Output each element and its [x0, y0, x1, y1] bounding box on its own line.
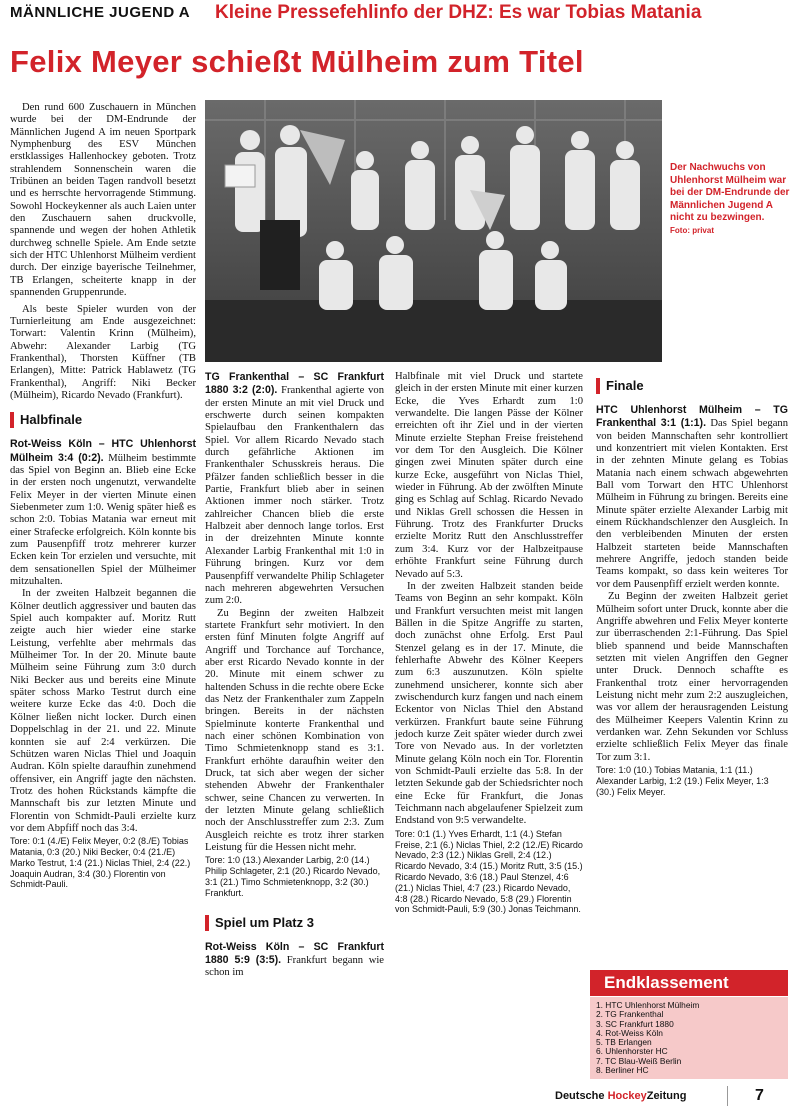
endklassement-box — [590, 997, 788, 1079]
semifinal-1-goals: Tore: 0:1 (4./E) Felix Meyer, 0:2 (8./E) Tobias Matania, 0:3 (20.) Niki Becker, 0:4 (21./E) Marko Testrut, 1:4 (21.) Niclas Thiel, 2:4 (22.) Joaquin Audran, 3:4 (30.) Florentin von Schmidt-Pauli. — [10, 836, 191, 890]
page-divider — [727, 1086, 728, 1106]
endklassement-list — [590, 997, 788, 1075]
semifinal-2-paragraph — [205, 371, 384, 608]
page-number: 7 — [755, 1087, 764, 1104]
third-place-goals: Tore: 0:1 (1.) Yves Erhardt, 1:1 (4.) Stefan Freise, 2:1 (6.) Niclas Thiel, 2:2 (12./E) Ricardo Nevado, 2:3 (12.) Niklas Grell, 2:4 (12.) Ricardo Nevado, 3:4 (15.) Moritz Rutt, 3:5 (15.) Ricardo Nevado, 3:6 (18.) Paul Stenzel, 4:6 (21.) Niclas Thiel, 4:7 (23.) Ricardo Nevado, 4:8 (28.) Ricardo Nevado, 5:8 (29.) Florentin von Schmidt-Pauli, 5:9 (30.) Jonas Teichmann. — [395, 828, 583, 915]
column-1 — [10, 102, 196, 890]
semifinal-2-goals: Tore: 1:0 (13.) Alexander Larbig, 2:0 (14.) Philip Schlageter, 2:1 (20.) Ricardo Nevado, 3:1 (21.) Timo Schmietenknopp, 3:2 (30.) Frankfurt. — [205, 855, 381, 898]
ranking-item: 7. TC Blau-Weiß Berlin — [596, 1055, 682, 1066]
third-place-result: Rot-Weiss Köln – SC Frankfurt 1880 5:9 (3:5). — [205, 940, 384, 966]
team-photo-image — [205, 100, 662, 362]
ranking-item: 8. Berliner HC — [596, 1065, 649, 1076]
section-halbfinale: Halbfinale — [10, 412, 196, 428]
semifinal-1-second-half: In der zweiten Halbzeit begannen die Kölner deutlich aggressiver und bauten das Spiel auch kompakter auf. Moritz Rutt zeigte auch hier wieder eine starke Leistung, verfehlte aber mehrmals das Mülheimer Tor. In der 20. Minute baute Mülheim seine Führung zum 3:0 durch Niki Becker aus und bereits eine Minute später schoss Marko Testrut durch eine weitere kurze Ecke das 4:0. Doch die Kölner ließen nicht locker. Durch einen Doppelschlag in der 21. und 22. Minute konnten sie auf 2:4 verkürzen. Die Schützen waren Niclas Thiel und Joaquin Audran. Köln spielte daraufhin zunehmend offensiver, ein Angriff jagte den nächsten. Trotz des hohen Rückstands kämpfte die Mannschaft bis zur letzten Minute und Florentin von Schmidt-Pauli erzielte kurz vor dem Abpfiff noch das 3:4. — [10, 588, 196, 834]
third-place-text: Frankfurt begann wie schon im — [205, 954, 384, 979]
footer-brand — [555, 1090, 686, 1102]
subheadline: Kleine Pressefehlinfo der DHZ: Es war Tobias Matania — [215, 2, 702, 23]
ranking-item: 6. Uhlenhorster HC — [596, 1046, 668, 1057]
brand-deutsche: Deutsche — [555, 1090, 608, 1102]
ranking-item: 3. SC Frankfurt 1880 — [596, 1018, 674, 1029]
ranking-item: 1. HTC Uhlenhorst Mülheim — [596, 1000, 700, 1010]
brand-zeitung: Zeitung — [646, 1090, 687, 1102]
third-place-paragraph — [205, 941, 384, 980]
semifinal-2-second-half: Zu Beginn der zweiten Halbzeit startete Frankfurt sehr motiviert. In den ersten fünf Minuten folgte Angriff auf Angriff und Torchance auf Torchance, aber erst Ricardo Nevado konnte in der 20. Minute mit einem schwer zu haltenden Schuss in die rechte obere Ecke das Netz der Frankenthaler zum Zappeln bringen. Bereits in der nächsten Spielminute konterte Frankenthal und nach einer schönen Kombination von Timo Schmietenknopp stand es 3:1. Frankfurt erhöhte daraufhin weiter den Druck, tat sich aber wegen der sicher stehenden Abwehr der Frankenthaler schwer, seine Chancen zu verwerten. In der letzten Minute gelang schließlich noch der Anschlusstreffer zum 2:3. Zum Ausgleich reichte es trotz ihrer starken Leistung für die Hessen nicht mehr. — [205, 607, 384, 854]
semifinal-1-paragraph — [10, 438, 196, 588]
ranking-item: 5. TB Erlangen — [596, 1037, 652, 1048]
semifinal-2-result: TG Frankenthal – SC Frankfurt 1880 3:2 (2:0). — [205, 371, 384, 397]
final-second-half: Zu Beginn der zweiten Halbzeit geriet Mülheim sofort unter Druck, konnte aber die Angriffe abwehren und Felix Meyer konterte zur überraschenden 2:1-Führung. Das Spiel blieb spannend und beide Mannschaften setzten mit vielen Angriffen den Gegner unter Druck. Dennoch schaffte es Frankenthal trotz einer hervorragenden Leistung nicht mehr zum 2:2 auszugleichen, was vor allem der herausragenden Leistung des Mülheimer Keepers Valentin Krinn zu verdanken war. Zehn Sekunden vor Schluss erzielte schließlich Felix Meyer das finale Tor zum 3:1. — [596, 591, 788, 763]
semifinal-2-text: Frankenthal agierte von der ersten Minute an mit viel Druck und erschwerte durch seinen kompakten Spielaufbau den Frankenthalern das Spiel. Vor allem Ricardo Nevado stach durch gefährliche Aktionen im Frankenthaler Schusskreis heraus. Die Pfälzer fanden schließlich besser in die Partie, Frankfurt blieb aber in seinen Aktionen immer noch stärker. Trotz zahlreicher Chancen blieb die erste Halbzeit aber dennoch lange torlos. Erst in der dreizehnten Minute konnte Alexander Larbig Frankenthal mit 1:0 in Führung bringen. Kurz vor dem Pausenpfiff verwandelte Philip Schlageter nach mehreren abgewehrten Versuchen zum 2:0. — [205, 385, 384, 607]
awards-paragraph: Als beste Spieler wurden von der Turnierleitung am Ende ausgezeichnet: Torwart: Valentin Krinn (Mülheim), Abwehr: Alexander Larbig (TG Frankenthal), Thorsten Küffner (TB Erlangen), Mitte: Patrick Hablawetz (TG Frankenthal), Angriff: Niki Becker (Mülheim), Ricardo Nevado (Frankfurt). — [10, 303, 196, 401]
intro-paragraph: Den rund 600 Zuschauern in München wurde bei der DM-Endrunde der Männlichen Jugend A im neuen Sportpark Nymphenburg des ESV München erstklassiges Hallenhockey geboten. Trotz strahlendem Sonnenschein waren die Tribünen an beiden Tagen randvoll besetzt und es herrschte hervorragende Stimmung. Sowohl Hockeykenner als auch Laien unter den Zuschauern sahen druckvolle, spannende und wegen der hohen Athletik durchweg schnelle Spiele. Am Ende setzte sich der HTC Uhlenhorst Mülheim verdient durch. Der einzige bayerische Teilnehmer, TB Erlangen, scheiterte knapp in der spannenden Gruppenrunde. — [10, 102, 196, 299]
semifinal-1-result: Rot-Weiss Köln – HTC Uhlenhorst Mülheim 3:4 (0:2). — [10, 438, 196, 464]
third-place-continued: Halbfinale mit viel Druck und startete gleich in der ersten Minute mit einer kurzen Ecke, die Yves Erhardt zum 1:0 verwandelte. Die langen Pässe der Kölner erreichten oft ihr Ziel und in der vierten Minute erzielte Stephan Freise freistehend vor dem Tor den Ausgleich. Die Kölner gingen zwei Minuten später durch eine kurze Ecke, ausgeführt von Niclas Thiel, wieder in Führung. Ab der zwölften Minute ging es Schlag auf Schlag. Ricardo Nevado und Niklas Grell schossen die Hessen in Führung. Trotz des Frankfurter Drucks erzielte Moritz Rutt den Anschlusstreffer zum 3:4. Kurz vor der Halbzeitpause erhöhte Frankfurt seine Führung durch Nevado auf 5:3. — [395, 371, 583, 580]
kicker: MÄNNLICHE JUGEND A — [10, 4, 191, 21]
final-result: HTC Uhlenhorst Mülheim – TG Frankenthal 3:1 (1:1). — [596, 404, 788, 430]
third-place-second-half: In der zweiten Halbzeit standen beide Teams von Beginn an sehr kompakt. Köln und Frankfurt versuchten meist mit langen Bällen in die Spitze Angriffe zu starten, doch zunächst ohne Erfolg. Erst Paul Stenzel gelang es in der 17. Minute, die fehlerhafte Abwehr des Kölner Keepers zum 6:3 auszunutzen. Köln spielte zunehmend unsicherer, konnte sich aber zwischendurch kurz fangen und nach einem Eckentor von Niclas Thiel den Abstand verkürzen. Frankfurt baute seine Führung jedoch kurze Zeit später wieder durch zwei Tore von Nevado aus. In der vorletzten Minute gelang Köln noch ein Tor. Florentin von Schmidt-Pauli erzielte das 5:8. In der letzten Sekunde gab der Schiedsrichter noch eine Ecke für Frankfurt, die Jonas Teichmann nach abgelaufener Spielzeit zum Endstand von 9:5 verwandelte. — [395, 580, 583, 827]
final-paragraph — [596, 404, 788, 591]
photo-credit: Foto: privat — [670, 225, 714, 235]
column-3 — [395, 371, 583, 915]
section-finale: Finale — [596, 378, 788, 394]
photo-caption — [670, 162, 790, 238]
caption-text: Der Nachwuchs von Uhlenhorst Mülheim war bei der DM-Endrunde der Männlichen Jugend A nicht zu bezwingen. — [670, 162, 790, 224]
final-goals: Tore: 1:0 (10.) Tobias Matania, 1:1 (11.) Alexander Larbig, 1:2 (19.) Felix Meyer, 1:3 (30.) Felix Meyer. — [596, 764, 769, 797]
endklassement-title: Endklassement — [590, 970, 788, 996]
column-2 — [205, 371, 384, 980]
brand-hockey: Hockey — [607, 1090, 647, 1102]
section-spiel-um-platz-3: Spiel um Platz 3 — [205, 915, 384, 931]
headline: Felix Meyer schießt Mülheim zum Titel — [10, 44, 584, 79]
ranking-item: 2. TG Frankenthal — [596, 1009, 664, 1020]
final-text: Das Spiel begann von beiden Mannschaften sehr kontrolliert und konzentriert mit vielen Kontakten. Erst in der zehnten Minute gelang es Tobias Matania nach einem schwach abgewehrten Ball vom Torwart den HTC Uhlenhorst Mülheim in Führung zu bringen. Bereits eine Minute später erzielte Alexander Larbig mit einem Rückhandschlenzer den Ausgleich. In den verbleibenden Minuten der ersten Halbzeit starteten beide Mannschaften mehrere Angriffe, jedoch standen beide Teams kompakt, so dass kein weiteres Tor vor dem Pausenpfiff erzielt werden konnte. — [596, 418, 788, 590]
column-4 — [596, 378, 788, 797]
ranking-item: 4. Rot-Weiss Köln — [596, 1027, 663, 1038]
semifinal-1-text: Mülheim bestimmte das Spiel von Beginn an. Blieb eine Ecke in der ersten noch ungenutzt, verwandelte Felix Meyer in der vierten Minute einen Siebenmeter zum 1:0. Wenig später hieß es schon 2:0. Tobias Matania war erneut mit einer Strafecke erfolgreich. Köln konnte bis zum Pausenpfiff trotz mehrerer kurzer Ecken kein Tor erzielen und versuchte, mit dem sensationellen Spiel der Mülheimer mitzuhalten. — [10, 452, 196, 588]
team-photo — [205, 100, 662, 362]
